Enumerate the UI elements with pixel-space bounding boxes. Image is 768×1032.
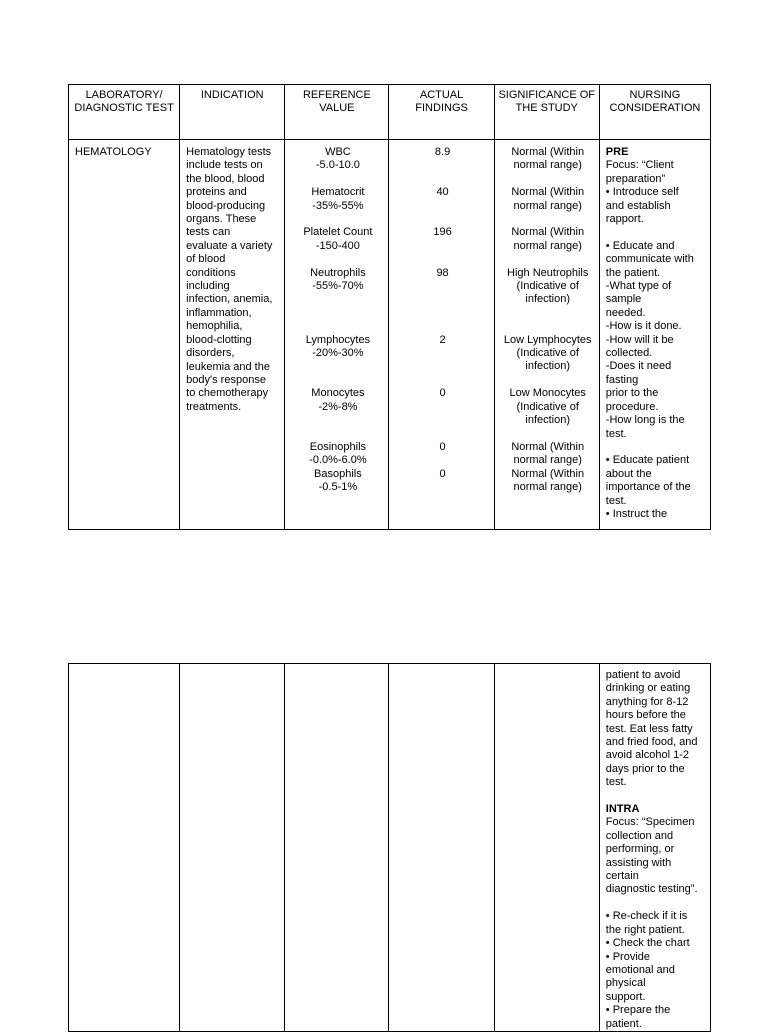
nursing-line: communicate with [605, 253, 694, 266]
nursing-line: assisting with [605, 856, 672, 869]
indication-line: organs. These [186, 213, 257, 226]
significance-line: (Indicative of [516, 400, 579, 413]
nursing-line: support. [605, 990, 646, 1003]
significance-line: infection) [525, 360, 571, 373]
header-actual-findings: ACTUAL FINDINGS [389, 85, 494, 140]
nursing-line: • Re-check if it is [605, 910, 688, 923]
indication-cell [180, 140, 285, 530]
reference-value-cell [285, 140, 389, 530]
nursing-line [606, 226, 706, 239]
indication-line: hemophilia, [186, 320, 243, 333]
indication-line: Hematology tests [186, 146, 272, 158]
indication-line: disorders, [186, 347, 235, 360]
header-indication: INDICATION [180, 85, 285, 140]
reference-test-name: Neutrophils [310, 266, 366, 279]
reference-item [291, 186, 384, 226]
header-lab-test: LABORATORY/ DIAGNOSTIC TEST [69, 85, 180, 140]
reference-test-name: Hematocrit [311, 186, 365, 199]
nursing-line: rapport. [605, 213, 644, 226]
actual-value: 8.9 [434, 146, 451, 158]
nursing-consideration-cell [599, 140, 710, 530]
intra-heading: INTRA [605, 803, 640, 816]
nursing-line: patient to avoid [605, 669, 681, 681]
pre-heading: PRE [605, 146, 629, 158]
significance-line: Low Monocytes [509, 387, 586, 400]
nursing-line: -What type of [605, 280, 672, 293]
significance-line: High Neutrophils [507, 266, 589, 279]
intra-text [606, 816, 706, 1030]
header-nursing-consideration: NURSING CONSIDERATION [599, 85, 710, 140]
significance-line: Normal (Within [511, 186, 585, 199]
nursing-line: Focus: “Client [605, 159, 674, 172]
reference-item [291, 441, 384, 468]
significance-item [501, 334, 595, 388]
nursing-line: • Prepare the [605, 1004, 671, 1017]
header-reference-value: REFERENCE VALUE [285, 85, 389, 140]
reference-test-name: Eosinophils [309, 440, 367, 453]
actual-item [395, 441, 489, 468]
actual-value: 98 [436, 266, 449, 279]
reference-range: -0.5-1% [318, 480, 358, 493]
nursing-line: test. [605, 776, 627, 789]
nursing-line: hours before the [605, 709, 686, 722]
reference-range: -2%-8% [318, 400, 358, 413]
nursing-line: -How long is the [605, 414, 685, 427]
actual-findings-cell [389, 140, 494, 530]
reference-range: -150-400 [315, 239, 360, 252]
reference-test-name: Platelet Count [303, 226, 373, 239]
nursing-line [606, 897, 706, 910]
significance-item [501, 468, 595, 495]
nursing-line: importance of the [605, 481, 691, 494]
reference-range: -20%-30% [312, 346, 364, 359]
lab-table-page2 [68, 663, 711, 1032]
actual-item [395, 468, 489, 495]
indication-line: conditions [186, 266, 236, 279]
nursing-line: -How is it done. [605, 320, 682, 333]
nursing-line: drinking or eating [605, 682, 691, 695]
significance-item [501, 441, 595, 468]
actual-item [395, 267, 489, 334]
indication-line: evaluate a variety [186, 239, 273, 252]
nursing-line: prior to the [605, 387, 659, 400]
nursing-line: the right patient. [605, 923, 685, 936]
actual-value: 196 [433, 226, 452, 239]
actual-item [395, 226, 489, 266]
nursing-line: -Does it need [605, 360, 672, 373]
significance-line: Normal (Within [511, 440, 585, 453]
header-row [69, 85, 711, 140]
reference-item [291, 267, 384, 334]
actual-value: 0 [439, 387, 446, 400]
nursing-continuation-cell [599, 664, 710, 1032]
reference-range: -55%-70% [312, 279, 364, 292]
reference-test-name: Monocytes [311, 387, 365, 400]
nursing-line: Focus: “Specimen [605, 816, 695, 829]
nursing-line: needed. [605, 306, 646, 319]
actual-item [395, 146, 489, 186]
nursing-line: collected. [605, 347, 653, 360]
nursing-line: test. [605, 427, 627, 440]
indication-line: treatments. [186, 400, 242, 413]
indication-line: leukemia and the [186, 360, 270, 373]
nursing-line: avoid alcohol 1-2 [605, 749, 689, 762]
indication-line: inflammation, [186, 306, 252, 319]
header-significance: SIGNIFICANCE OF THE STUDY [494, 85, 599, 140]
empty-cell [285, 664, 389, 1032]
actual-item [395, 186, 489, 226]
hematology-row [69, 140, 711, 530]
actual-value: 2 [439, 333, 446, 346]
nursing-line: diagnostic testing”. [605, 883, 698, 896]
reference-range: -35%-55% [312, 199, 364, 212]
indication-line: blood-producing [186, 199, 266, 212]
reference-test-name: WBC [325, 146, 351, 158]
nursing-line: collection and [605, 829, 674, 842]
significance-line: normal range) [513, 159, 582, 172]
reference-range: -0.0%-6.0% [309, 454, 367, 467]
significance-line: infection) [525, 413, 571, 426]
nursing-line [606, 441, 706, 454]
actual-value: 0 [439, 467, 446, 480]
reference-item [291, 468, 384, 495]
reference-range: -5.0-10.0 [315, 159, 360, 172]
nursing-line: • Educate patient [605, 454, 690, 467]
significance-line: infection) [525, 293, 571, 306]
significance-item [501, 186, 595, 226]
reference-item [291, 387, 384, 441]
continuation-row [69, 664, 711, 1032]
test-name: HEMATOLOGY [75, 146, 152, 158]
pre-text [606, 159, 706, 521]
significance-cell [494, 140, 599, 530]
nursing-line: -How will it be [605, 333, 674, 346]
reference-item [291, 334, 384, 388]
significance-item [501, 387, 595, 441]
significance-line: (Indicative of [516, 279, 579, 292]
nursing-line: • Introduce self [605, 186, 679, 199]
reference-item [291, 146, 384, 186]
significance-item [501, 267, 595, 334]
nursing-line: and establish [605, 199, 671, 212]
nursing-line: preparation” [605, 172, 666, 185]
nursing-line: about the [605, 467, 652, 480]
indication-line: the blood, blood [186, 172, 265, 185]
empty-cell [180, 664, 285, 1032]
empty-cell [494, 664, 599, 1032]
nursing-line: sample [605, 293, 642, 306]
significance-line: normal range) [513, 239, 582, 252]
significance-line: Normal (Within [511, 467, 585, 480]
nursing-line: • Provide [605, 950, 651, 963]
significance-line: Low Lymphocytes [503, 333, 592, 346]
nursing-line: emotional and [605, 963, 675, 976]
significance-line: normal range) [513, 199, 582, 212]
indication-line: to chemotherapy [186, 387, 269, 400]
nursing-line: days prior to the [605, 762, 685, 775]
reference-item [291, 226, 384, 266]
nursing-line: performing, or [605, 843, 675, 856]
empty-cell [69, 664, 180, 1032]
significance-line: normal range) [513, 480, 582, 493]
actual-value: 0 [439, 440, 446, 453]
nursing-line: the patient. [605, 266, 661, 279]
nursing-line: physical [605, 977, 646, 990]
nursing-line: fasting [605, 373, 639, 386]
nursing-line: test. Eat less fatty [605, 722, 693, 735]
nursing-line: • Educate and [605, 239, 675, 252]
indication-line: proteins and [186, 186, 247, 199]
significance-item [501, 146, 595, 186]
reference-test-name: Basophils [314, 467, 362, 480]
indication-line: include tests on [186, 159, 263, 172]
pre-continuation-text [606, 669, 706, 790]
indication-line: tests can [186, 226, 231, 239]
significance-line: normal range) [513, 454, 582, 467]
lab-table-page1 [68, 84, 711, 530]
indication-line: blood-clotting [186, 333, 252, 346]
nursing-line: • Instruct the [605, 507, 668, 520]
nursing-line: procedure. [605, 400, 659, 413]
indication-line: body's response [186, 373, 266, 386]
indication-line: infection, anemia, [186, 293, 273, 306]
significance-item [501, 226, 595, 266]
significance-line: (Indicative of [516, 346, 579, 359]
empty-cell [389, 664, 494, 1032]
nursing-line: anything for 8-12 [605, 695, 689, 708]
nursing-line: • Check the chart [605, 937, 690, 950]
significance-line: Normal (Within [511, 226, 585, 239]
test-name-cell [69, 140, 180, 530]
actual-value: 40 [436, 186, 449, 199]
nursing-line: patient. [605, 1017, 642, 1030]
significance-line: Normal (Within [511, 146, 585, 158]
indication-line: of blood [186, 253, 226, 266]
reference-test-name: Lymphocytes [305, 333, 371, 346]
actual-item [395, 334, 489, 388]
nursing-line: and fried food, and [605, 736, 698, 749]
nursing-line: test. [605, 494, 627, 507]
actual-item [395, 387, 489, 441]
nursing-line: certain [605, 870, 639, 883]
indication-line: including [186, 280, 230, 293]
